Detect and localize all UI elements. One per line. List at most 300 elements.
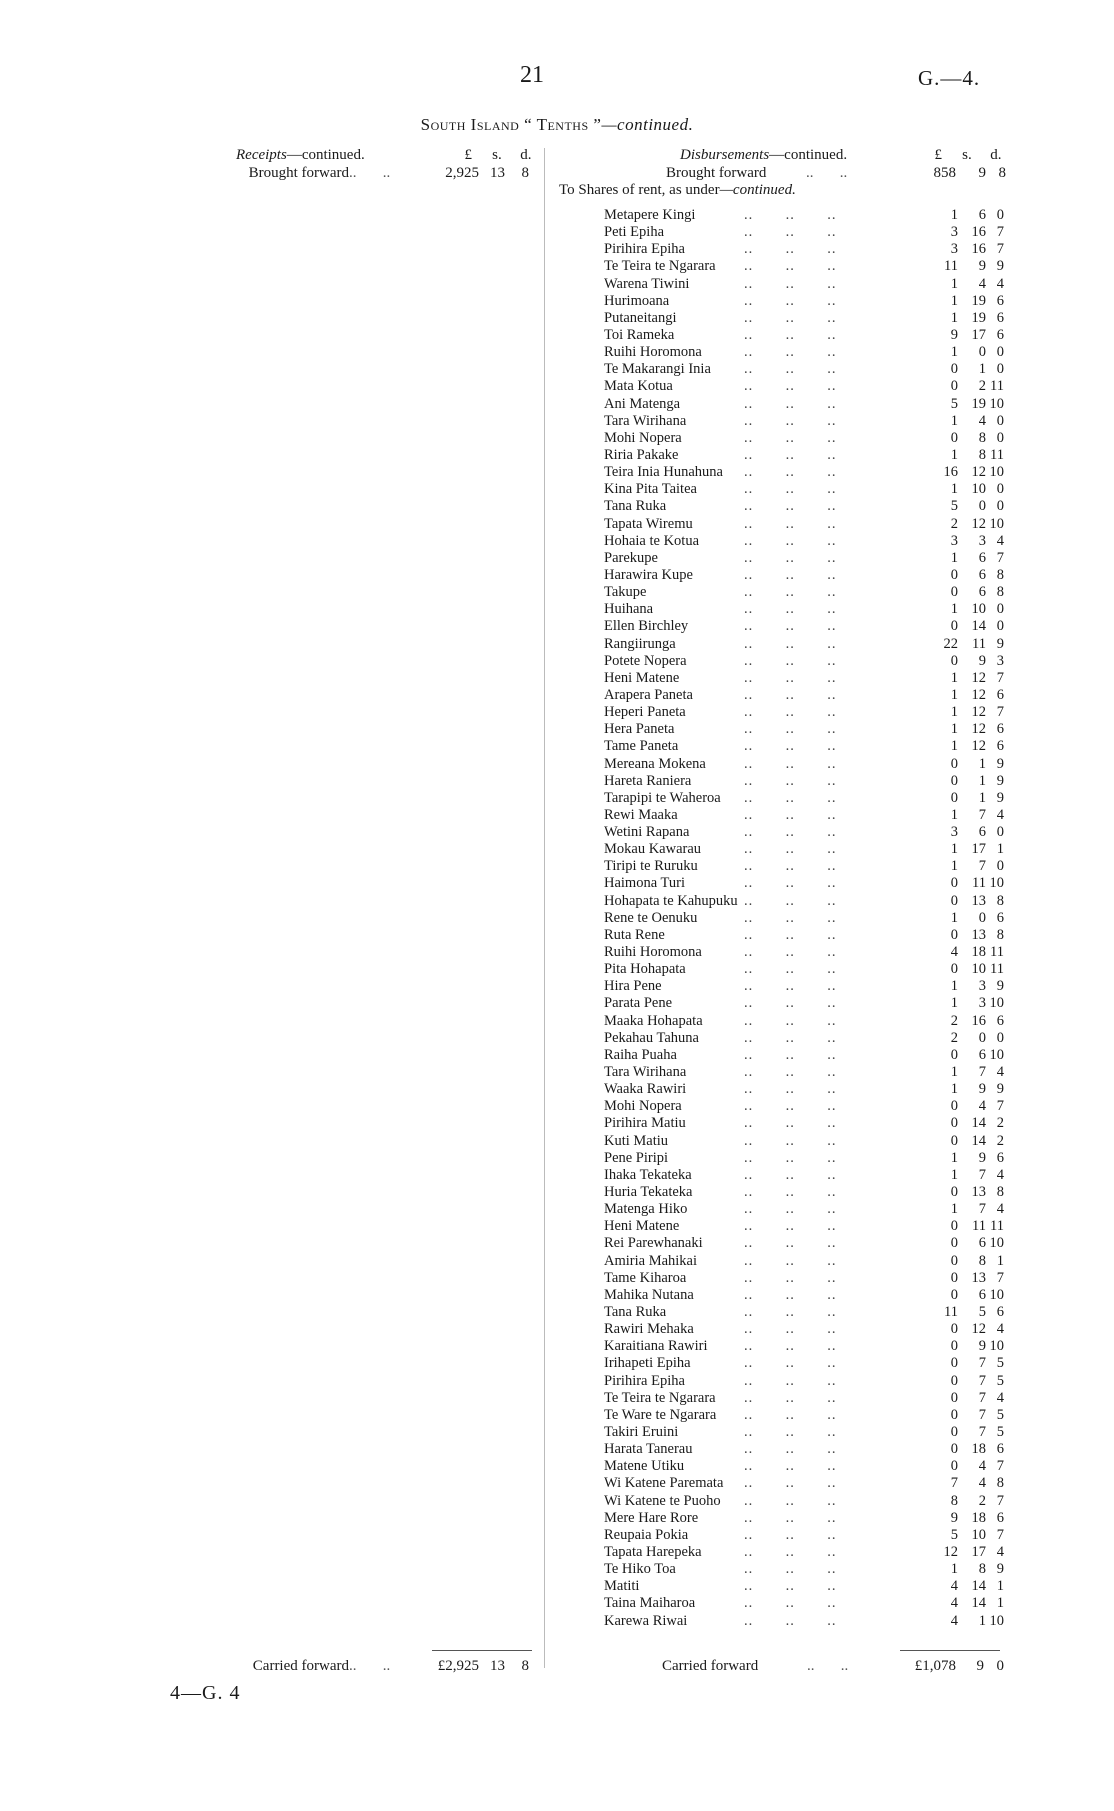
- table-row: [604, 481, 1004, 498]
- payee-name: Ruihi Horomona: [604, 944, 702, 961]
- leader-dots: .. .. ..: [744, 275, 837, 292]
- amount-pence: 0: [996, 207, 1004, 223]
- amount-pence: 10: [989, 1235, 1004, 1252]
- table-row: [604, 1133, 1004, 1150]
- leader-dots: .. .. ..: [744, 584, 837, 601]
- receipts-heading-suffix: —continued.: [286, 147, 365, 163]
- amount-pounds: 3: [950, 241, 958, 258]
- amount-pounds: 0: [950, 1269, 958, 1286]
- heading-prefix: South Island: [420, 115, 520, 134]
- payee-name: Kuti Matiu: [604, 1132, 669, 1149]
- table-row: [604, 1424, 1004, 1441]
- disbursements-col-shillings: s.: [962, 147, 972, 163]
- leader-dots: .. .. ..: [744, 944, 837, 961]
- table-row: [604, 1081, 1004, 1098]
- table-row: [604, 1064, 1004, 1081]
- amount-pounds: 1: [950, 446, 958, 463]
- amount-pounds: 0: [950, 1321, 958, 1338]
- payee-name: Rawiri Mehaka: [604, 1321, 694, 1338]
- payee-name: Warena Tiwini: [604, 275, 690, 292]
- amount-pence: 7: [996, 1269, 1004, 1286]
- amount-shillings: 5: [978, 1304, 986, 1320]
- amount-pence: 5: [996, 1372, 1004, 1389]
- amount-pounds: 3: [950, 824, 958, 841]
- leader-dots: .. .. ..: [744, 1355, 837, 1372]
- table-row: [604, 773, 1004, 790]
- amount-shillings: 14: [971, 1595, 986, 1612]
- amount-shillings: 9: [978, 652, 986, 669]
- amount-shillings: 9: [978, 1149, 986, 1166]
- amount-pounds: 0: [950, 1389, 958, 1406]
- amount-pence: 9: [996, 978, 1004, 995]
- amount-pounds: 1: [950, 806, 958, 823]
- amount-pounds: 0: [950, 429, 958, 446]
- payee-name: Waaka Rawiri: [604, 1081, 687, 1098]
- table-row: [604, 224, 1004, 241]
- amount-shillings: 18: [971, 1509, 986, 1526]
- amount-pounds: 1: [950, 909, 958, 926]
- amount-pence: 9: [996, 1081, 1004, 1098]
- amount-shillings: 14: [971, 1578, 986, 1595]
- amount-pounds: 9: [950, 1509, 958, 1526]
- leader-dots: .. .. ..: [744, 207, 837, 223]
- amount-pounds: 0: [950, 1132, 958, 1149]
- payee-name: Pekahau Tahuna: [604, 1029, 699, 1046]
- table-row: [604, 276, 1004, 293]
- amount-shillings: 12: [971, 1321, 986, 1338]
- leader-dots: .. .. ..: [744, 978, 837, 995]
- leader-dots: .. .. ..: [744, 995, 837, 1012]
- amount-pounds: 8: [950, 1492, 958, 1509]
- amount-shillings: 1: [978, 789, 986, 806]
- leader-dots: .. .. ..: [744, 806, 837, 823]
- payee-name: Tame Paneta: [604, 738, 679, 755]
- amount-pounds: 2: [950, 515, 958, 532]
- amount-pence: 7: [996, 1492, 1004, 1509]
- shares-subheading-label: To Shares of rent, as under: [559, 182, 720, 198]
- amount-pence: 1: [996, 1578, 1004, 1595]
- amount-pence: 9: [996, 258, 1004, 275]
- receipts-bf-label: Brought forward: [248, 165, 349, 181]
- amount-pounds: 1: [950, 1561, 958, 1578]
- amount-pounds: 4: [950, 944, 958, 961]
- leader-dots: .. .. ..: [744, 344, 837, 361]
- amount-pence: 6: [996, 1441, 1004, 1458]
- amount-pence: 10: [989, 1046, 1004, 1063]
- amount-pence: 4: [996, 275, 1004, 292]
- amount-pounds: 5: [950, 395, 958, 412]
- amount-shillings: 19: [971, 309, 986, 326]
- amount-pounds: 0: [950, 892, 958, 909]
- leader-dots: .. .. ..: [744, 1492, 837, 1509]
- amount-pounds: 1: [950, 292, 958, 309]
- amount-pence: 6: [996, 721, 1004, 738]
- disbursements-column-headers: [910, 147, 1002, 164]
- receipts-bf-pence: 8: [521, 165, 529, 181]
- payee-name: Mokau Kawarau: [604, 841, 702, 858]
- amount-pence: 5: [996, 1406, 1004, 1423]
- amount-shillings: 9: [978, 258, 986, 275]
- amount-shillings: 7: [978, 1372, 986, 1389]
- table-row: [604, 1167, 1004, 1184]
- payee-name: Putaneitangi: [604, 309, 677, 326]
- amount-shillings: 0: [978, 1029, 986, 1046]
- amount-shillings: 8: [978, 446, 986, 463]
- page-heading: [0, 115, 1114, 135]
- table-row: [604, 790, 1004, 807]
- payee-name: Pirihira Epiha: [604, 1372, 685, 1389]
- payee-name: Te Makarangi Inia: [604, 361, 711, 378]
- receipts-col-shillings: s.: [492, 147, 502, 163]
- table-row: [604, 293, 1004, 310]
- amount-pence: 11: [990, 378, 1004, 395]
- amount-pounds: 4: [950, 1612, 958, 1629]
- table-row: [604, 1493, 1004, 1510]
- leader-dots: .. .. ..: [744, 1561, 837, 1578]
- leader-dots: .. .. ..: [744, 292, 837, 309]
- disbursements-cf-shillings: 9: [976, 1658, 984, 1674]
- table-row: [604, 567, 1004, 584]
- leader-dots: .. .. ..: [744, 258, 837, 275]
- table-row: [604, 1235, 1004, 1252]
- amount-shillings: 4: [978, 1458, 986, 1475]
- payee-name: Matiti: [604, 1578, 640, 1595]
- receipts-cf-shillings: 13: [490, 1658, 505, 1674]
- payee-name: Harawira Kupe: [604, 566, 693, 583]
- leader-dots: .. .. ..: [744, 515, 837, 532]
- table-row: [604, 1287, 1004, 1304]
- payee-name: Matenga Hiko: [604, 1201, 688, 1218]
- payee-name: Hohaia te Kotua: [604, 532, 700, 549]
- amount-pence: 3: [996, 652, 1004, 669]
- disbursements-bf-pence: 8: [998, 165, 1006, 181]
- receipts-heading: [236, 147, 365, 164]
- column-divider: [544, 148, 545, 1668]
- payee-name: Karewa Riwai: [604, 1612, 688, 1629]
- amount-pounds: 0: [950, 1286, 958, 1303]
- leader-dots: .. .. ..: [744, 824, 837, 841]
- amount-shillings: 3: [978, 995, 986, 1012]
- amount-pounds: 0: [950, 1338, 958, 1355]
- amount-pounds: 12: [943, 1543, 958, 1560]
- leader-dots: .. .. ..: [744, 481, 837, 498]
- amount-shillings: 7: [978, 1406, 986, 1423]
- amount-pounds: 0: [950, 875, 958, 892]
- amount-pounds: 0: [950, 1184, 958, 1201]
- leader-dots: .. .. ..: [744, 395, 837, 412]
- amount-shillings: 14: [971, 1115, 986, 1132]
- leader-dots: .. .. ..: [744, 1218, 837, 1235]
- amount-pence: 10: [989, 395, 1004, 412]
- table-row: [604, 978, 1004, 995]
- payee-name: Tana Ruka: [604, 1304, 667, 1320]
- amount-shillings: 16: [971, 1012, 986, 1029]
- amount-shillings: 13: [971, 1269, 986, 1286]
- amount-pence: 2: [996, 1132, 1004, 1149]
- leader-dots: .. .. ..: [744, 1235, 837, 1252]
- payee-name: Tapata Harepeka: [604, 1543, 702, 1560]
- payee-name: Teira Inia Hunahuna: [604, 464, 723, 481]
- payee-name: Rangiirunga: [604, 635, 676, 652]
- amount-pounds: 0: [950, 361, 958, 378]
- receipts-heading-label: Receipts: [236, 147, 287, 163]
- leader-dots: .. .. ..: [744, 1458, 837, 1475]
- receipts-cf-pence: 8: [521, 1658, 529, 1674]
- table-row: [604, 413, 1004, 430]
- amount-shillings: 8: [978, 1252, 986, 1269]
- table-row: [604, 618, 1004, 635]
- amount-pence: 7: [996, 1526, 1004, 1543]
- amount-pence: 10: [989, 1612, 1004, 1629]
- payee-name: Hohapata te Kahupuku: [604, 892, 738, 909]
- amount-pounds: 3: [950, 532, 958, 549]
- payee-name: Metapere Kingi: [604, 207, 696, 223]
- amount-pounds: 9: [950, 326, 958, 343]
- amount-pence: 4: [996, 532, 1004, 549]
- table-row: [604, 1407, 1004, 1424]
- leader-dots: .. .. ..: [744, 1423, 837, 1440]
- amount-pounds: 11: [944, 258, 958, 275]
- payee-name: Hira Pene: [604, 978, 662, 995]
- payee-name: Takiri Eruini: [604, 1423, 679, 1440]
- payee-name: Pita Hohapata: [604, 961, 686, 978]
- amount-pounds: 1: [950, 704, 958, 721]
- leader-dots: .. .. ..: [744, 704, 837, 721]
- amount-shillings: 14: [971, 618, 986, 635]
- amount-pence: 2: [996, 1115, 1004, 1132]
- table-row: [604, 1338, 1004, 1355]
- table-row: [604, 721, 1004, 738]
- amount-pence: 4: [996, 1321, 1004, 1338]
- table-row: [604, 1304, 1004, 1321]
- payee-name: Wi Katene Paremata: [604, 1475, 724, 1492]
- amount-pounds: 0: [950, 1046, 958, 1063]
- table-row: [604, 498, 1004, 515]
- amount-pence: 10: [989, 1286, 1004, 1303]
- amount-shillings: 12: [971, 704, 986, 721]
- amount-shillings: 7: [978, 1389, 986, 1406]
- leader-dots: .. .. ..: [744, 1372, 837, 1389]
- amount-pence: 11: [990, 961, 1004, 978]
- table-row: [604, 704, 1004, 721]
- table-row: [604, 1030, 1004, 1047]
- amount-pence: 6: [996, 309, 1004, 326]
- table-row: [604, 310, 1004, 327]
- amount-shillings: 7: [978, 1064, 986, 1081]
- table-row: [604, 1013, 1004, 1030]
- amount-pence: 0: [996, 824, 1004, 841]
- amount-pence: 8: [996, 1475, 1004, 1492]
- amount-pounds: 0: [950, 1423, 958, 1440]
- leader-dots: .. .. ..: [744, 1612, 837, 1629]
- amount-pence: 6: [996, 1509, 1004, 1526]
- amount-pence: 4: [996, 1201, 1004, 1218]
- shares-subheading-suffix: —continued.: [719, 182, 796, 198]
- amount-pence: 9: [996, 755, 1004, 772]
- amount-shillings: 1: [978, 772, 986, 789]
- amount-shillings: 10: [971, 481, 986, 498]
- amount-pounds: 0: [950, 1252, 958, 1269]
- amount-pounds: 0: [950, 1098, 958, 1115]
- amount-pence: 10: [989, 875, 1004, 892]
- table-row: [604, 875, 1004, 892]
- amount-shillings: 17: [971, 1543, 986, 1560]
- payee-name: Reupaia Pokia: [604, 1526, 689, 1543]
- payee-name: Tiripi te Ruruku: [604, 858, 698, 875]
- leader-dots: .. .. ..: [744, 892, 837, 909]
- receipts-cf-pounds: £2,925: [437, 1658, 479, 1674]
- amount-pence: 0: [996, 1029, 1004, 1046]
- amount-pence: 6: [996, 292, 1004, 309]
- amount-shillings: 10: [971, 1526, 986, 1543]
- table-row: [604, 1595, 1004, 1612]
- amount-shillings: 4: [978, 412, 986, 429]
- payee-name: Tara Wirihana: [604, 412, 687, 429]
- amount-pence: 6: [996, 738, 1004, 755]
- amount-pounds: 1: [950, 1149, 958, 1166]
- amount-shillings: 3: [978, 532, 986, 549]
- payee-name: Hera Paneta: [604, 721, 675, 738]
- receipts-column-headers: [440, 147, 532, 164]
- amount-pounds: 4: [950, 1595, 958, 1612]
- table-row: [604, 1613, 1004, 1630]
- leader-dots: .. .. ..: [744, 652, 837, 669]
- payee-name: Heni Matene: [604, 669, 680, 686]
- leader-dots: .. .. ..: [744, 1115, 837, 1132]
- table-row: [604, 1475, 1004, 1492]
- leader-dots: .. .. ..: [744, 1029, 837, 1046]
- amount-pence: 0: [996, 344, 1004, 361]
- amount-shillings: 7: [978, 1201, 986, 1218]
- table-row: [604, 396, 1004, 413]
- amount-pounds: 1: [950, 721, 958, 738]
- amount-pence: 4: [996, 806, 1004, 823]
- leader-dots: .. .. ..: [744, 1132, 837, 1149]
- amount-pence: 10: [989, 995, 1004, 1012]
- table-row: [604, 550, 1004, 567]
- amount-pounds: 2: [950, 1029, 958, 1046]
- leader-dots: .. .. ..: [744, 961, 837, 978]
- payee-name: Amiria Mahikai: [604, 1252, 698, 1269]
- payee-name: Taina Maiharoa: [604, 1595, 696, 1612]
- leader-dots: .. .. ..: [744, 429, 837, 446]
- amount-shillings: 8: [978, 1561, 986, 1578]
- payee-name: Wetini Rapana: [604, 824, 690, 841]
- payee-name: Hareta Raniera: [604, 772, 692, 789]
- amount-pounds: 1: [950, 738, 958, 755]
- leader-dots: .. .. ..: [744, 1389, 837, 1406]
- table-row: [604, 1441, 1004, 1458]
- payee-name: Tapata Wiremu: [604, 515, 693, 532]
- amount-shillings: 11: [972, 1218, 986, 1235]
- amount-shillings: 17: [971, 326, 986, 343]
- amount-pence: 5: [996, 1355, 1004, 1372]
- amount-pence: 6: [996, 909, 1004, 926]
- amount-pence: 6: [996, 1304, 1004, 1320]
- receipts-cf-label: Carried forward: [252, 1658, 349, 1674]
- amount-pence: 6: [996, 686, 1004, 703]
- leader-dots: .. .. ..: [744, 498, 837, 515]
- amount-pence: 6: [996, 326, 1004, 343]
- payee-name: Tana Ruka: [604, 498, 667, 515]
- amount-pence: 10: [989, 1338, 1004, 1355]
- amount-pounds: 0: [950, 1355, 958, 1372]
- table-row: [604, 738, 1004, 755]
- leader-dots: .. .. ..: [744, 1064, 837, 1081]
- leader-dots: .. .. ..: [744, 841, 837, 858]
- amount-pounds: 11: [944, 1304, 958, 1320]
- disbursements-cf-label: Carried forward: [662, 1658, 759, 1674]
- leader-dots: .. .. ..: [744, 412, 837, 429]
- amount-shillings: 1: [978, 1612, 986, 1629]
- table-row: [604, 841, 1004, 858]
- payee-name: Ihaka Tekateka: [604, 1166, 692, 1183]
- leader-dots: .. .. ..: [744, 549, 837, 566]
- leader-dots: .. .. ..: [744, 566, 837, 583]
- amount-shillings: 6: [978, 1235, 986, 1252]
- amount-pence: 9: [996, 789, 1004, 806]
- amount-pence: 11: [990, 1218, 1004, 1235]
- amount-shillings: 4: [978, 1475, 986, 1492]
- disbursements-cf-pence: 0: [996, 1658, 1004, 1674]
- disbursements-bf-shillings: 9: [978, 165, 986, 181]
- heading-suffix: —continued.: [601, 115, 694, 134]
- leader-dots: .. .. ..: [744, 1252, 837, 1269]
- amount-shillings: 6: [978, 1286, 986, 1303]
- amount-pounds: 0: [950, 584, 958, 601]
- table-row: [604, 584, 1004, 601]
- leader-dots: .. .. ..: [744, 1338, 837, 1355]
- amount-shillings: 9: [978, 1081, 986, 1098]
- amount-shillings: 10: [971, 601, 986, 618]
- leader-dots: .. .. ..: [744, 1184, 837, 1201]
- amount-pence: 6: [996, 1012, 1004, 1029]
- amount-shillings: 1: [978, 361, 986, 378]
- leader-dots: .. .. ..: [744, 686, 837, 703]
- amount-pounds: 1: [950, 412, 958, 429]
- amount-pounds: 0: [950, 1406, 958, 1423]
- leader-dots: .. .. ..: [744, 1475, 837, 1492]
- table-row: [604, 687, 1004, 704]
- leader-dots: .. .. ..: [744, 1441, 837, 1458]
- leader-dots: .. .. ..: [744, 909, 837, 926]
- receipts-bf-shillings: 13: [490, 165, 505, 181]
- leader-dots: .. .. ..: [744, 1166, 837, 1183]
- payee-name: Ruta Rene: [604, 926, 665, 943]
- amount-pounds: 0: [950, 1458, 958, 1475]
- amount-shillings: 2: [978, 378, 986, 395]
- payee-name: Mohi Nopera: [604, 429, 682, 446]
- amount-pence: 1: [996, 1595, 1004, 1612]
- amount-shillings: 0: [978, 344, 986, 361]
- amount-pence: 7: [996, 241, 1004, 258]
- disbursements-heading: [680, 147, 847, 164]
- signature-mark: 4—G. 4: [170, 1682, 241, 1704]
- leader-dots: .. .. ..: [744, 721, 837, 738]
- amount-pence: 7: [996, 669, 1004, 686]
- disbursements-table: [604, 207, 1004, 1630]
- amount-shillings: 12: [971, 738, 986, 755]
- leader-dots: .. .. ..: [744, 1081, 837, 1098]
- amount-pence: 7: [996, 704, 1004, 721]
- amount-shillings: 14: [971, 1132, 986, 1149]
- amount-pounds: 0: [950, 378, 958, 395]
- amount-pence: 7: [996, 1458, 1004, 1475]
- table-row: [604, 1098, 1004, 1115]
- amount-pounds: 1: [950, 275, 958, 292]
- amount-pence: 9: [996, 635, 1004, 652]
- amount-shillings: 2: [978, 1492, 986, 1509]
